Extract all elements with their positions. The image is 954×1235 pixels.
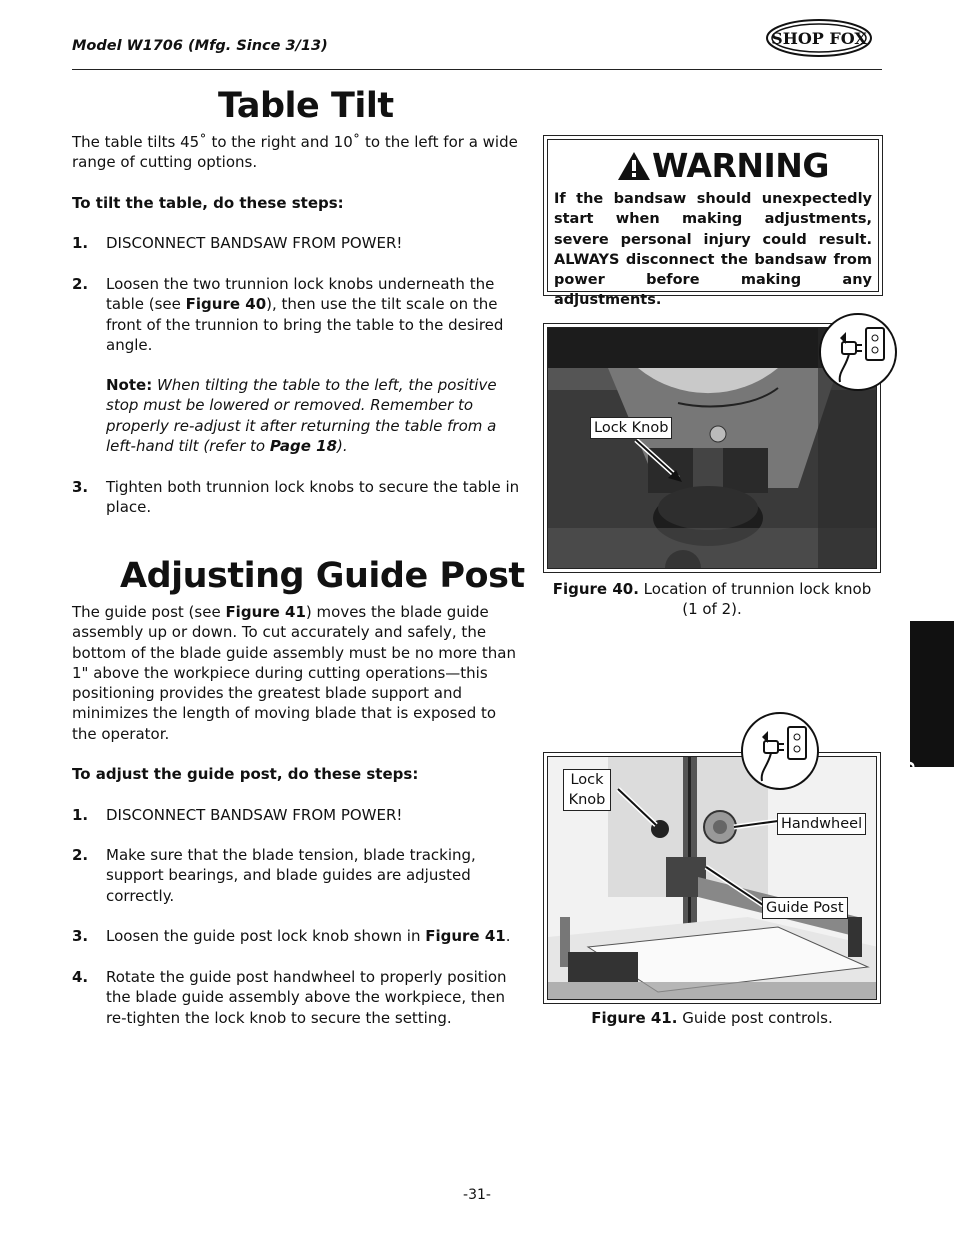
figure-41-caption xyxy=(543,1008,881,1028)
table-tilt-step-1 xyxy=(72,233,524,253)
note-text xyxy=(106,375,524,456)
step-number: 4. xyxy=(72,968,89,986)
table-tilt-step-2 xyxy=(72,274,524,355)
step-number: 2. xyxy=(72,275,89,293)
svg-text:SHOP FOX: SHOP FOX xyxy=(771,29,867,48)
warning-box xyxy=(543,135,883,309)
intro-part: The guide post (see xyxy=(72,603,226,621)
caption-label: Figure 40. xyxy=(552,580,639,598)
model-header: Model W1706 (Mfg. Since 3/13) xyxy=(72,38,328,54)
step-text-part: . xyxy=(505,927,511,945)
figure-reference: Figure 40 xyxy=(185,295,267,314)
side-tab-operations xyxy=(900,621,954,871)
table-tilt-intro: The table tilts 45˚ to the right and 10˚ to the left for a wide range of cutting options. xyxy=(72,133,518,172)
guide-post-step-4 xyxy=(72,967,524,1028)
step-text-part: Loosen the guide post lock knob shown in xyxy=(106,927,426,945)
warning-title: WARNING xyxy=(652,146,829,185)
step-text-part: ), then use the tilt scale on the front of the trunnion to bring the table to the desired angle. xyxy=(106,295,504,354)
step-number: 1. xyxy=(72,234,89,252)
step-text: Tighten both trunnion lock knobs to secure the table in place. xyxy=(106,478,520,517)
step-text-part: Loosen the two trunnion lock knobs underneath the table (see xyxy=(106,275,495,314)
guide-post-intro xyxy=(72,602,524,744)
caption-text: Location of trunnion lock knob (1 of 2). xyxy=(638,580,872,619)
step-number: 3. xyxy=(72,478,89,496)
step-number: 2. xyxy=(72,846,89,864)
unplug-icon xyxy=(740,711,820,791)
caption-label: Figure 41. xyxy=(591,1009,678,1027)
note-label: Note: xyxy=(106,376,153,394)
step-number: 3. xyxy=(72,927,89,945)
callout-lock-knob: Lock Knob xyxy=(563,769,611,811)
page-number: -31- xyxy=(463,1187,491,1203)
header-rule xyxy=(72,69,882,70)
section-title-table-tilt: Table Tilt xyxy=(218,86,394,126)
intro-part: ) moves the blade guide assembly up or down. To cut accurately and safely, the bottom of the blade guide assembly must be no more than 1" above the workpiece during cutting operations—this positioning provides the greatest blade support and minimizes the length of moving blade that is exposed to the operator. xyxy=(72,603,517,743)
section-title-guide-post: Adjusting Guide Post xyxy=(120,556,525,596)
unplug-icon xyxy=(818,312,898,392)
figure-40-caption xyxy=(543,579,881,620)
step-text xyxy=(106,926,524,946)
step-text: DISCONNECT BANDSAW FROM POWER! xyxy=(106,806,403,824)
guide-post-step-1 xyxy=(72,805,524,825)
table-tilt-step-3 xyxy=(72,477,524,518)
callout-guide-post: Guide Post xyxy=(762,897,848,919)
table-tilt-steps-heading: To tilt the table, do these steps: xyxy=(72,194,344,212)
caption-text: Guide post controls. xyxy=(677,1009,833,1027)
note-text-part: When tilting the table to the left, the positive stop must be lowered or removed. Remember to properly re-adjust it after returning the table from a left-hand tilt (refer to xyxy=(106,376,497,455)
figure-40-frame xyxy=(543,323,881,573)
page-reference: Page 18 xyxy=(269,436,338,455)
step-text: DISCONNECT BANDSAW FROM POWER! xyxy=(106,234,403,252)
step-text xyxy=(106,274,524,355)
table-tilt-note xyxy=(72,375,524,456)
guide-post-steps-heading: To adjust the guide post, do these steps: xyxy=(72,765,419,783)
shop-fox-logo xyxy=(765,18,873,58)
figure-41-frame xyxy=(543,752,881,1004)
figure-reference: Figure 41 xyxy=(425,927,506,945)
step-text: Rotate the guide post handwheel to properly position the blade guide assembly above the workpiece, then re-tighten the lock knob to secure the setting. xyxy=(106,968,507,1027)
guide-post-step-3 xyxy=(72,926,524,946)
note-text-part: ). xyxy=(337,436,348,455)
warning-text: If the bandsaw should unexpectedly start when making adjustments, severe personal injury could result. ALWAYS disconnect the bandsaw from power before making any adjustments. xyxy=(554,191,872,309)
step-text: Make sure that the blade tension, blade tracking, support bearings, and blade guides are adjusted correctly. xyxy=(106,846,476,905)
callout-lock-knob: Lock Knob xyxy=(590,417,672,439)
warning-triangle-icon xyxy=(616,150,652,182)
side-tab-label: OPERATIONS xyxy=(900,761,916,871)
figure-reference: Figure 41 xyxy=(225,603,306,621)
guide-post-step-2 xyxy=(72,845,524,906)
step-number: 1. xyxy=(72,806,89,824)
figure-41-photo xyxy=(547,756,877,1000)
callout-handwheel: Handwheel xyxy=(777,813,866,835)
warning-inner-border xyxy=(547,139,879,309)
